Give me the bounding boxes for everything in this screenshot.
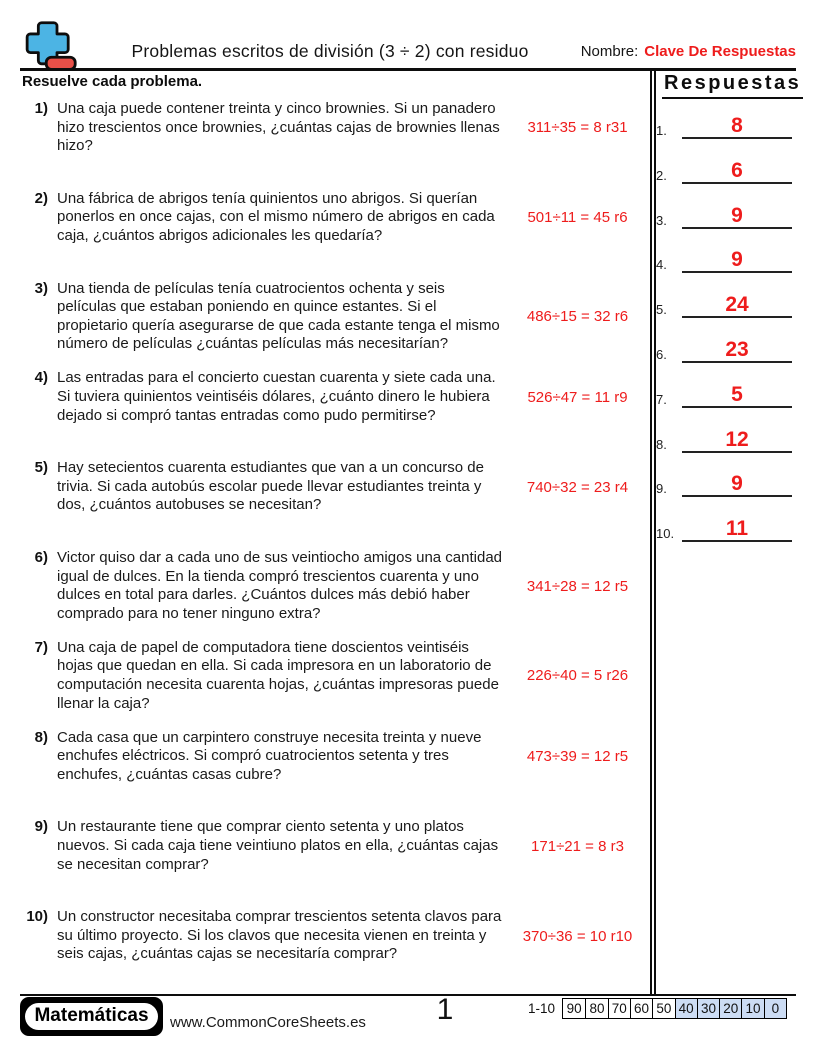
problem-row (20, 280, 648, 354)
answer-value: 9 (731, 248, 743, 272)
problem-answer-equation: 473÷39 = 12 r5 (526, 747, 629, 765)
problem-number: 9) (34, 818, 48, 836)
answer-item (656, 497, 796, 542)
problem-answer-equation: 311÷35 = 8 r31 (527, 119, 628, 137)
problem-answer-equation: 171÷21 = 8 r3 (531, 837, 624, 855)
score-cell: 20 (719, 999, 741, 1018)
header-divider (20, 68, 796, 71)
answer-value: 23 (725, 338, 749, 361)
answer-item (656, 318, 796, 363)
answer-item (656, 408, 796, 453)
problem-row (20, 729, 648, 785)
problem-answer-equation: 526÷47 = 11 r9 (527, 388, 628, 406)
brand-name: Matemáticas (25, 1003, 157, 1030)
problem-answer-equation: 226÷40 = 5 r26 (526, 667, 629, 685)
answer-number: 3. (656, 212, 667, 228)
answer-blank-line (682, 517, 792, 542)
problem-answer-equation: 501÷11 = 45 r6 (527, 209, 628, 227)
score-cell: 90 (566, 1001, 582, 1016)
answer-value: 12 (725, 427, 749, 451)
answer-number: 10. (656, 526, 675, 542)
problem-number: 7) (34, 638, 48, 656)
answer-blank-line (682, 428, 792, 453)
answer-item (656, 94, 796, 139)
problem-text: Una fábrica de abrigos tenía quinientos uno abrigos. Si querían ponerlos en once cajas, con el mismo número de abrigos en cada caja, ¿cuántos abrigos adicionales les quedaría? (57, 189, 495, 244)
answer-value: 8 (731, 114, 743, 137)
answer-blank-line (682, 248, 792, 273)
answer-item (656, 452, 796, 497)
problem-row (20, 639, 648, 713)
answer-blank-line (682, 338, 792, 363)
score-cell: 80 (585, 999, 607, 1018)
plus-minus-math-icon (22, 19, 78, 75)
answer-blank-line (682, 472, 792, 497)
instructions-text: Resuelve cada problema. (22, 73, 203, 90)
answer-blank-line (682, 114, 792, 139)
problem-number: 3) (34, 279, 48, 297)
problem-row (20, 818, 648, 874)
problem-text: Cada casa que un carpintero construye necesita treinta y nueve enchufes eléctricos. Si compró cuatrocientos setenta y tres enchufes, ¿cuántas casas cubre? (57, 728, 482, 783)
problem-row (20, 190, 648, 246)
problem-text: Victor quiso dar a cada uno de sus veintiocho amigos una cantidad igual de dulces. En la tienda compró trescientos cuarenta y uno dulces en total para darles. ¿Cuántos dulces más debió haber comprado para no tener ninguno extra? (57, 549, 503, 622)
score-range-label: 1-10 (528, 1001, 556, 1016)
problem-answer-equation: 740÷32 = 23 r4 (526, 478, 629, 496)
answer-blank-line (682, 159, 792, 184)
answer-item (656, 363, 796, 408)
answer-number: 2. (656, 167, 667, 183)
answer-number: 5. (656, 302, 667, 318)
problem-number: 2) (34, 189, 48, 207)
problem-text: Hay setecientos cuarenta estudiantes que van a un concurso de trivia. Si cada autobús escolar puede llevar estudiantes treinta y dos, ¿cuántos autobuses se necesitan? (57, 459, 484, 514)
problem-text: Una tienda de películas tenía cuatrocientos ochenta y seis películas que estaban poniendo en quince estantes. Si el propietario quería asegurarse de que cada estante tenga el mismo número de películas ¿cuántas películas más necesitarían? (57, 279, 500, 353)
score-row (528, 998, 787, 1019)
answer-item (656, 184, 796, 229)
problem-answer-equation: 370÷36 = 10 r10 (522, 927, 633, 945)
problem-text: Una caja de papel de computadora tiene doscientos veintiséis hojas que quedan en ella. Si cada impresora en un laboratorio de computación necesita cuarenta hojas, ¿cuántas impresoras puede llenar la caja? (57, 638, 499, 712)
answer-value: 5 (731, 382, 743, 406)
answer-number: 6. (656, 347, 667, 362)
answers-title: Respuestas (662, 72, 803, 99)
problem-text: Un constructor necesitaba comprar trescientos setenta clavos para su último proyecto. Si los clavos que necesita vienen en treinta y seis cajas, ¿cuántas cajas se necesitaría comprar? (57, 908, 502, 963)
name-row (581, 43, 796, 60)
answer-number: 8. (656, 436, 667, 452)
problem-row (20, 549, 648, 623)
answer-item (656, 273, 796, 318)
score-cell: 50 (652, 999, 674, 1018)
page-number: 1 (436, 993, 454, 1026)
answer-value: 6 (731, 158, 743, 182)
answers-list (656, 94, 796, 554)
footer-divider (20, 994, 796, 996)
problem-text: Una caja puede contener treinta y cinco brownies. Si un panadero hizo trescientos once brownies, ¿cuántas cajas de brownies llenas hizo? (57, 100, 500, 155)
score-table (562, 998, 787, 1019)
site-url: www.CommonCoreSheets.es (170, 1014, 366, 1031)
score-cell: 0 (764, 999, 786, 1018)
problem-answer-equation: 486÷15 = 32 r6 (526, 308, 629, 326)
problem-number: 1) (34, 100, 48, 117)
problem-row (20, 369, 648, 425)
problem-row (20, 100, 648, 156)
answer-blank-line (682, 383, 792, 408)
score-cell: 30 (697, 999, 719, 1018)
answer-blank-line (682, 293, 792, 318)
problem-answer-equation: 341÷28 = 12 r5 (526, 577, 629, 595)
problem-number: 4) (34, 369, 48, 387)
score-cell: 40 (675, 999, 697, 1018)
problem-text: Las entradas para el concierto cuestan cuarenta y siete cada una. Si tuviera quinientos veintiséis dólares, ¿cuánto dinero le hubiera dejado si compró tantas entradas como pudo permitirse? (57, 369, 496, 424)
problem-row (20, 459, 648, 515)
brand-logo (20, 997, 163, 1036)
answer-number: 7. (656, 391, 667, 407)
score-cell: 60 (630, 999, 652, 1018)
answer-value: 11 (725, 517, 749, 541)
page-title: Problemas escritos de división (3 ÷ 2) con residuo (131, 41, 529, 61)
score-cell: 70 (608, 999, 630, 1018)
problem-number: 8) (34, 728, 48, 746)
answer-key-label: Clave De Respuestas (644, 43, 796, 60)
problem-number: 10) (26, 908, 48, 926)
answer-blank-line (682, 204, 792, 229)
name-label: Nombre: (580, 43, 639, 60)
answer-number: 1. (656, 123, 667, 138)
problem-text: Un restaurante tiene que comprar ciento setenta y uno platos nuevos. Si cada caja tiene veintiuno platos en ella, ¿cuántas cajas se necesitan comprar? (57, 818, 499, 873)
problem-number: 5) (34, 459, 48, 477)
problem-row (20, 908, 648, 964)
answer-value: 9 (731, 472, 743, 496)
problem-number: 6) (34, 549, 48, 566)
score-cell: 10 (741, 999, 763, 1018)
answer-number: 9. (656, 481, 667, 497)
answer-item (656, 228, 796, 273)
answer-number: 4. (656, 257, 667, 273)
answer-value: 9 (731, 203, 743, 227)
answer-value: 24 (725, 293, 749, 317)
answer-item (656, 139, 796, 184)
